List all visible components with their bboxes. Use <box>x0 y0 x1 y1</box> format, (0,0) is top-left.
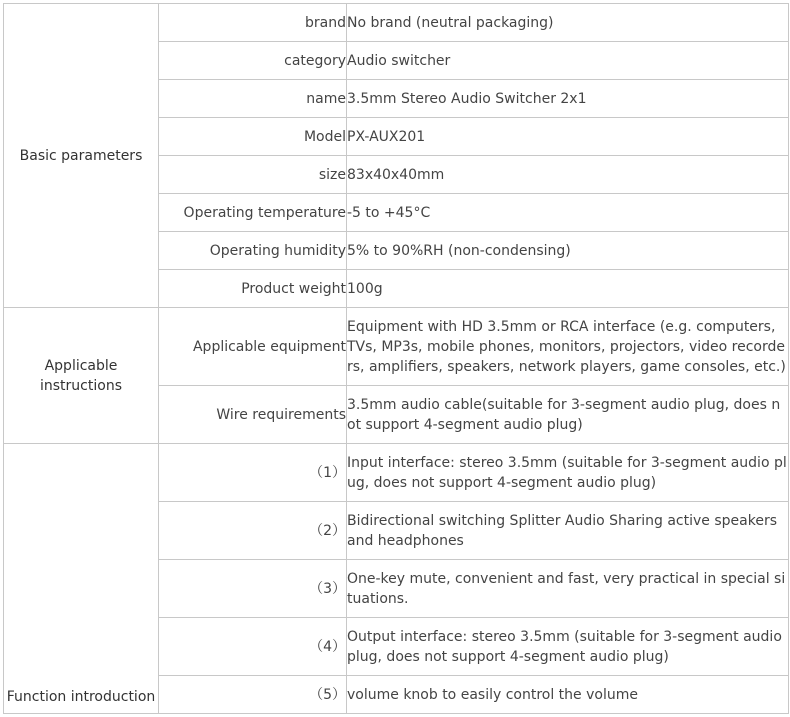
section-heading-applicable <box>4 308 159 444</box>
param-value-text: No brand (neutral packaging) <box>347 14 554 31</box>
param-name <box>159 118 347 156</box>
param-name <box>159 386 347 444</box>
param-value <box>347 502 789 560</box>
param-value-text: Audio switcher <box>347 52 451 69</box>
param-name <box>159 676 347 714</box>
param-value-text: Equipment with HD 3.5mm or RCA interface (e.g. computers, TVs, MP3s, mobile phones, monitors, projectors, video recorders, amplifiers, speakers, network players, game consoles, etc.) <box>347 318 786 375</box>
param-name <box>159 4 347 42</box>
param-value <box>347 118 789 156</box>
param-label: （5） <box>309 686 346 703</box>
param-value-text: Input interface: stereo 3.5mm (suitable for 3-segment audio plug, does not support 4-segment audio plug) <box>347 454 787 491</box>
param-value <box>347 444 789 502</box>
param-value-text: 3.5mm audio cable(suitable for 3-segment audio plug, does not support 4-segment audio plug) <box>347 396 781 433</box>
param-name <box>159 308 347 386</box>
param-label: （2） <box>309 522 346 539</box>
table-row <box>4 308 789 386</box>
param-name <box>159 232 347 270</box>
param-label: （4） <box>309 638 346 655</box>
param-value-text: Output interface: stereo 3.5mm (suitable for 3-segment audio plug, does not support 4-segment audio plug) <box>347 628 782 665</box>
section-heading-basic <box>4 4 159 308</box>
param-value <box>347 308 789 386</box>
param-value-text: Bidirectional switching Splitter Audio Sharing active speakers and headphones <box>347 512 777 549</box>
param-value <box>347 560 789 618</box>
param-value <box>347 386 789 444</box>
param-value-text: 100g <box>347 280 383 297</box>
spec-table <box>3 3 789 714</box>
param-label: Model <box>303 128 346 145</box>
table-row <box>4 444 789 502</box>
param-label: Applicable equipment <box>192 338 346 355</box>
param-value <box>347 80 789 118</box>
param-label: Product weight <box>241 280 346 297</box>
param-name <box>159 42 347 80</box>
section-label: Basic parameters <box>19 147 143 164</box>
param-label: brand <box>305 14 346 31</box>
param-label: Operating humidity <box>209 242 346 259</box>
param-name <box>159 560 347 618</box>
param-value-text: PX-AUX201 <box>347 128 426 145</box>
section-label: Applicable instructions <box>40 357 122 394</box>
param-value <box>347 156 789 194</box>
section-label: Function introduction <box>6 689 156 705</box>
table-row <box>4 4 789 42</box>
param-value <box>347 676 789 714</box>
param-value <box>347 42 789 80</box>
param-value-text: 83x40x40mm <box>347 166 445 183</box>
param-value <box>347 194 789 232</box>
param-value-text: -5 to +45°C <box>347 204 431 221</box>
param-value <box>347 4 789 42</box>
param-name <box>159 270 347 308</box>
param-label: Operating temperature <box>183 204 346 221</box>
param-value <box>347 232 789 270</box>
param-name <box>159 444 347 502</box>
param-name <box>159 156 347 194</box>
param-value-text: 3.5mm Stereo Audio Switcher 2x1 <box>347 90 587 107</box>
param-name <box>159 618 347 676</box>
param-name <box>159 502 347 560</box>
param-name <box>159 80 347 118</box>
param-value-text: 5% to 90%RH (non-condensing) <box>347 242 571 259</box>
param-value <box>347 270 789 308</box>
param-name <box>159 194 347 232</box>
param-label: Wire requirements <box>216 406 346 423</box>
param-label: name <box>306 90 346 107</box>
section-heading-function <box>4 444 159 714</box>
param-value-text: One-key mute, convenient and fast, very practical in special situations. <box>347 570 786 607</box>
param-label: category <box>284 52 346 69</box>
param-label: （1） <box>309 464 346 481</box>
param-label: size <box>318 166 346 183</box>
param-value <box>347 618 789 676</box>
param-label: （3） <box>309 580 346 597</box>
param-value-text: volume knob to easily control the volume <box>347 686 638 703</box>
